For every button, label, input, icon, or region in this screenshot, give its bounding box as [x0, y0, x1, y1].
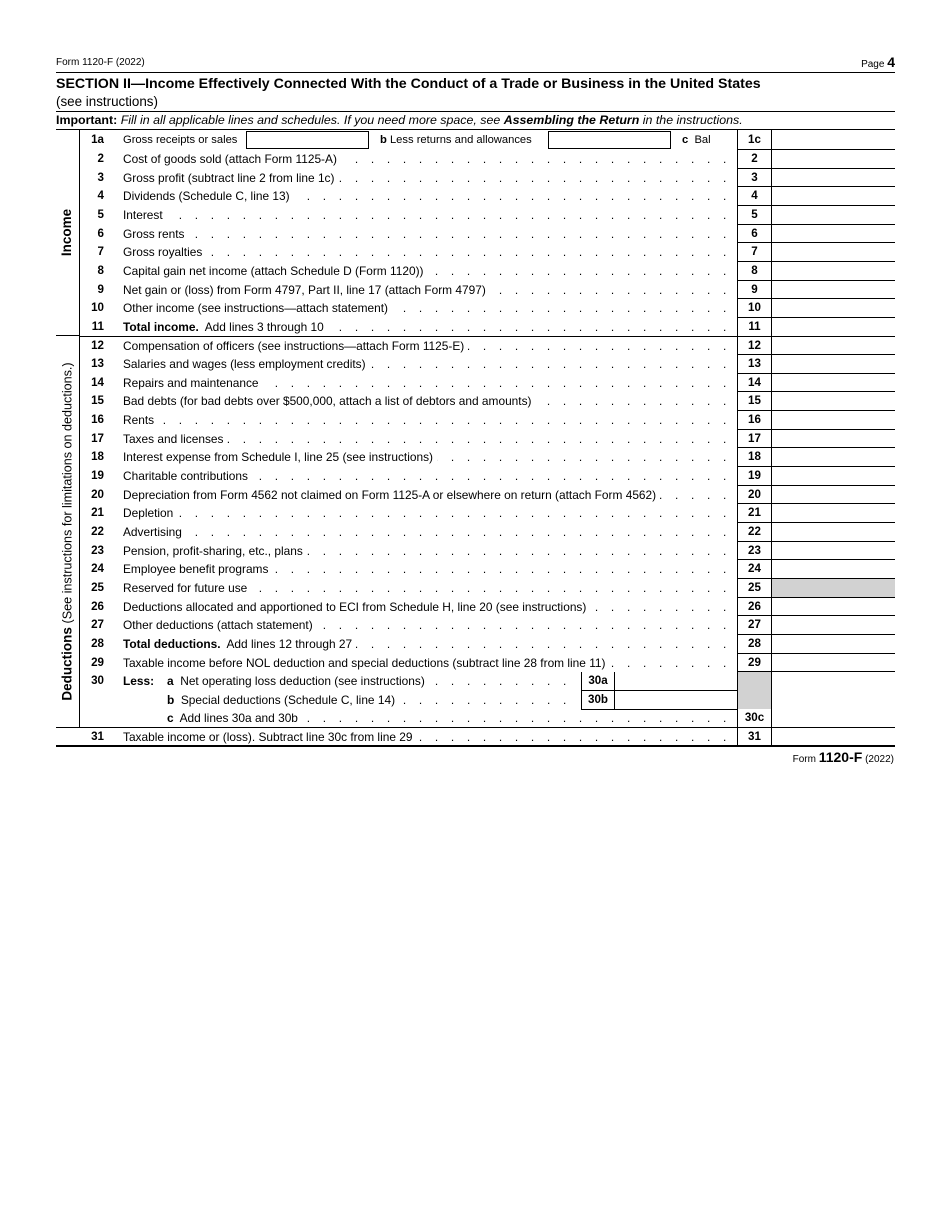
line-27: [80, 616, 737, 635]
line-description: Charitable contributions . . .: [123, 467, 731, 486]
line-ref-19: 19: [748, 469, 761, 483]
amount-field-30b[interactable]: [614, 691, 737, 710]
line-number: 16: [91, 413, 104, 427]
line-ref-30c: 30c: [744, 711, 765, 724]
returns-allowances-input[interactable]: [548, 131, 671, 149]
line-description: Rents . . .: [123, 411, 731, 430]
line-18: [80, 448, 737, 467]
line-12: [80, 337, 737, 356]
important-rule: [56, 129, 895, 130]
amount-field-23[interactable]: [772, 542, 895, 561]
line-description: Capital gain net income (attach Schedule D (Form 1120)) . . .: [123, 262, 731, 281]
line-6: [80, 225, 737, 244]
line-number: 26: [91, 599, 104, 613]
amount-field-1c[interactable]: [772, 131, 895, 150]
line-description: Gross royalties . . .: [123, 243, 731, 262]
line-ref-5: 5: [751, 207, 758, 221]
line-1: [80, 131, 737, 150]
line-ref-11: 11: [748, 319, 761, 333]
line-13: [80, 355, 737, 374]
line-description: Total deductions. Add lines 12 through 27 . . .: [123, 635, 731, 654]
line-number: 10: [91, 301, 104, 315]
line-number: 3: [97, 170, 104, 184]
line-number: 11: [91, 319, 104, 333]
line-1c-label: c Bal: [682, 134, 711, 146]
line-description: Net gain or (loss) from Form 4797, Part II, line 17 (attach Form 4797) . . .: [123, 281, 731, 300]
line-number: 18: [91, 450, 104, 464]
line-ref-26: 26: [748, 599, 761, 613]
line-23: [80, 542, 737, 561]
line-description: Pension, profit-sharing, etc., plans . . .: [123, 542, 731, 561]
line-ref-1c: 1c: [748, 133, 761, 146]
line-ref-10: 10: [748, 301, 761, 315]
amount-field-5[interactable]: [772, 206, 895, 225]
line-description: Taxable income before NOL deduction and special deductions (subtract line 28 from line 11) . . .: [123, 654, 731, 673]
line-24: [80, 560, 737, 579]
line-number: 6: [97, 226, 104, 240]
line-8: [80, 262, 737, 281]
amount-field-9[interactable]: [772, 281, 895, 300]
line-description: Deductions allocated and apportioned to ECI from Schedule H, line 20 (see instructions) . . .: [123, 598, 731, 617]
page-number: Page 4: [861, 54, 895, 70]
line-3: [80, 169, 737, 188]
line-25: [80, 579, 737, 598]
amount-field-30c[interactable]: [772, 709, 895, 728]
amount-field-4[interactable]: [772, 187, 895, 206]
line-1b-label: b Less returns and allowances: [380, 134, 532, 146]
line-number: 12: [91, 338, 104, 352]
amount-field-31[interactable]: [772, 728, 895, 747]
line-number: 24: [91, 562, 104, 576]
amount-field-20[interactable]: [772, 486, 895, 505]
amount-field-22[interactable]: [772, 523, 895, 542]
line-description: Repairs and maintenance . . .: [123, 374, 731, 393]
line-1a-label: Gross receipts or sales: [123, 134, 238, 146]
amount-field-13[interactable]: [772, 355, 895, 374]
line-description: Advertising . . .: [123, 523, 731, 542]
line-5: [80, 206, 737, 225]
amount-field-14[interactable]: [772, 374, 895, 393]
line-ref-27: 27: [748, 618, 761, 632]
line-16: [80, 411, 737, 430]
line-ref-6: 6: [751, 226, 758, 240]
line-ref-30a: 30a: [581, 672, 615, 690]
line-30a: 30 Less: a Net operating loss deduction (see instructions) . . .: [80, 672, 737, 691]
amount-field-10[interactable]: [772, 299, 895, 318]
deductions-side-label: Deductions (See instructions for limitations on deductions.): [59, 361, 75, 701]
amount-field-7[interactable]: [772, 243, 895, 262]
line-26: [80, 598, 737, 617]
amount-field-30a[interactable]: [614, 672, 737, 691]
shaded-cell-30: [738, 672, 771, 709]
line-31: 31 Taxable income or (loss). Subtract line 30c from line 29 . . .: [80, 728, 737, 747]
line-ref-31: 31: [748, 730, 761, 743]
line-description: Reserved for future use . . .: [123, 579, 731, 598]
line-description: Dividends (Schedule C, line 13) . . .: [123, 187, 731, 206]
line-description: Taxes and licenses . . .: [123, 430, 731, 449]
line-number: 5: [97, 207, 104, 221]
line-15: [80, 392, 737, 411]
amount-field-21[interactable]: [772, 504, 895, 523]
amount-field-16[interactable]: [772, 411, 895, 430]
header-rule: [56, 72, 895, 73]
line-ref-7: 7: [751, 245, 758, 259]
line-description: Interest expense from Schedule I, line 25 (see instructions) . . .: [123, 448, 731, 467]
line-number: 19: [91, 469, 104, 483]
amount-field-24[interactable]: [772, 560, 895, 579]
line-21: [80, 504, 737, 523]
line-number: 29: [91, 655, 104, 669]
line-description: Other deductions (attach statement) . . .: [123, 616, 731, 635]
line-number: 15: [91, 394, 104, 408]
line-ref-24: 24: [748, 562, 761, 576]
amount-field-3[interactable]: [772, 169, 895, 188]
line-2: [80, 150, 737, 169]
line-30b: b Special deductions (Schedule C, line 14) . . .: [80, 691, 737, 710]
line-ref-2: 2: [751, 152, 758, 165]
line-number: 8: [97, 263, 104, 277]
line-28: [80, 635, 737, 654]
line-number: 14: [91, 375, 104, 389]
line-ref-30b: 30b: [581, 691, 615, 709]
form-footer: Form 1120-F (2022): [792, 749, 894, 765]
line-ref-9: 9: [751, 282, 758, 296]
line-ref-21: 21: [748, 506, 761, 520]
amount-field-25: [772, 579, 895, 598]
important-note: Important: Fill in all applicable lines and schedules. If you need more space, see Assembling the Return in the instructions.: [56, 113, 743, 127]
line-22: [80, 523, 737, 542]
line-29: [80, 654, 737, 673]
line-description: Compensation of officers (see instructions—attach Form 1125-E) . . .: [123, 337, 731, 356]
line-number: 28: [91, 636, 104, 650]
line-ref-23: 23: [748, 543, 761, 557]
line-number: 20: [91, 487, 104, 501]
amount-field-6[interactable]: [772, 225, 895, 244]
line-ref-28: 28: [748, 636, 761, 650]
line-description: Cost of goods sold (attach Form 1125-A) . . .: [123, 150, 731, 169]
amount-field-28[interactable]: [772, 635, 895, 654]
line-ref-17: 17: [748, 431, 761, 445]
amount-field-11[interactable]: [772, 318, 895, 337]
line-ref-22: 22: [748, 525, 761, 538]
amount-field-27[interactable]: [772, 616, 895, 635]
line-number: 27: [91, 618, 104, 632]
line-ref-29: 29: [748, 655, 761, 669]
section-title: SECTION II—Income Effectively Connected With the Conduct of a Trade or Business in the United States: [56, 76, 761, 92]
line-11: [80, 318, 737, 337]
line-ref-16: 16: [748, 413, 761, 427]
section-rule: [56, 111, 895, 112]
line-number: 7: [97, 245, 104, 259]
amount-field-26[interactable]: [772, 598, 895, 617]
line-description: Bad debts (for bad debts over $500,000, attach a list of debtors and amounts) . . .: [123, 392, 731, 411]
line-description: Depletion . . .: [123, 504, 731, 523]
line-description: Depreciation from Form 4562 not claimed on Form 1125-A or elsewhere on return (attach Form 4562) . . .: [123, 486, 731, 505]
line-ref-4: 4: [751, 189, 758, 203]
line-number: 13: [91, 357, 104, 371]
amount-field-12[interactable]: [772, 337, 895, 356]
line-description: Interest . . .: [123, 206, 731, 225]
form-bottom-rule: [56, 745, 895, 747]
income-section-rule: [80, 336, 737, 337]
amount-field-19[interactable]: [772, 467, 895, 486]
amount-field-15[interactable]: [772, 392, 895, 411]
line-description: Other income (see instructions—attach statement) . . .: [123, 299, 731, 318]
form-reference: Form 1120-F (2022): [56, 57, 145, 68]
line-ref-14: 14: [748, 375, 761, 389]
amount-field-29[interactable]: [772, 654, 895, 673]
line-ref-15: 15: [748, 394, 761, 408]
line-14: [80, 374, 737, 393]
line-ref-8: 8: [751, 263, 758, 277]
line-number: 21: [91, 506, 104, 520]
line-ref-20: 20: [748, 487, 761, 501]
line-number: 23: [91, 543, 104, 557]
line-number: 17: [91, 431, 104, 445]
line-number: 2: [97, 152, 104, 165]
section-subtitle: (see instructions): [56, 94, 158, 109]
amount-field-2[interactable]: [772, 150, 895, 169]
line-4: [80, 187, 737, 206]
line-number: 1a: [91, 133, 104, 146]
line-ref-13: 13: [748, 357, 761, 371]
income-side-label: Income: [59, 208, 75, 257]
line-17: [80, 430, 737, 449]
line-ref-12: 12: [748, 338, 761, 352]
line-9: [80, 281, 737, 300]
line-description: Total income. Add lines 3 through 10 . . .: [123, 318, 731, 337]
amount-field-8[interactable]: [772, 262, 895, 281]
line-number: 9: [97, 282, 104, 296]
line-description: Gross rents . . .: [123, 225, 731, 244]
line-7: [80, 243, 737, 262]
line-description: Employee benefit programs . . .: [123, 560, 731, 579]
line-description: Gross profit (subtract line 2 from line 1c) . . .: [123, 169, 731, 188]
line-10: [80, 299, 737, 318]
line-number: 4: [97, 189, 104, 203]
line-ref-18: 18: [748, 450, 761, 464]
gross-receipts-input[interactable]: [246, 131, 369, 149]
amount-field-18[interactable]: [772, 448, 895, 467]
line-number: 22: [91, 525, 104, 538]
line-30c: c Add lines 30a and 30b . . .: [80, 709, 737, 728]
line-description: Salaries and wages (less employment credits) . . .: [123, 355, 731, 374]
line-number: 25: [91, 580, 104, 594]
line-ref-3: 3: [751, 170, 758, 184]
line-19: [80, 467, 737, 486]
line-ref-25: 25: [748, 580, 761, 594]
line-20: [80, 486, 737, 505]
page-header: [56, 54, 895, 71]
amount-field-17[interactable]: [772, 430, 895, 449]
